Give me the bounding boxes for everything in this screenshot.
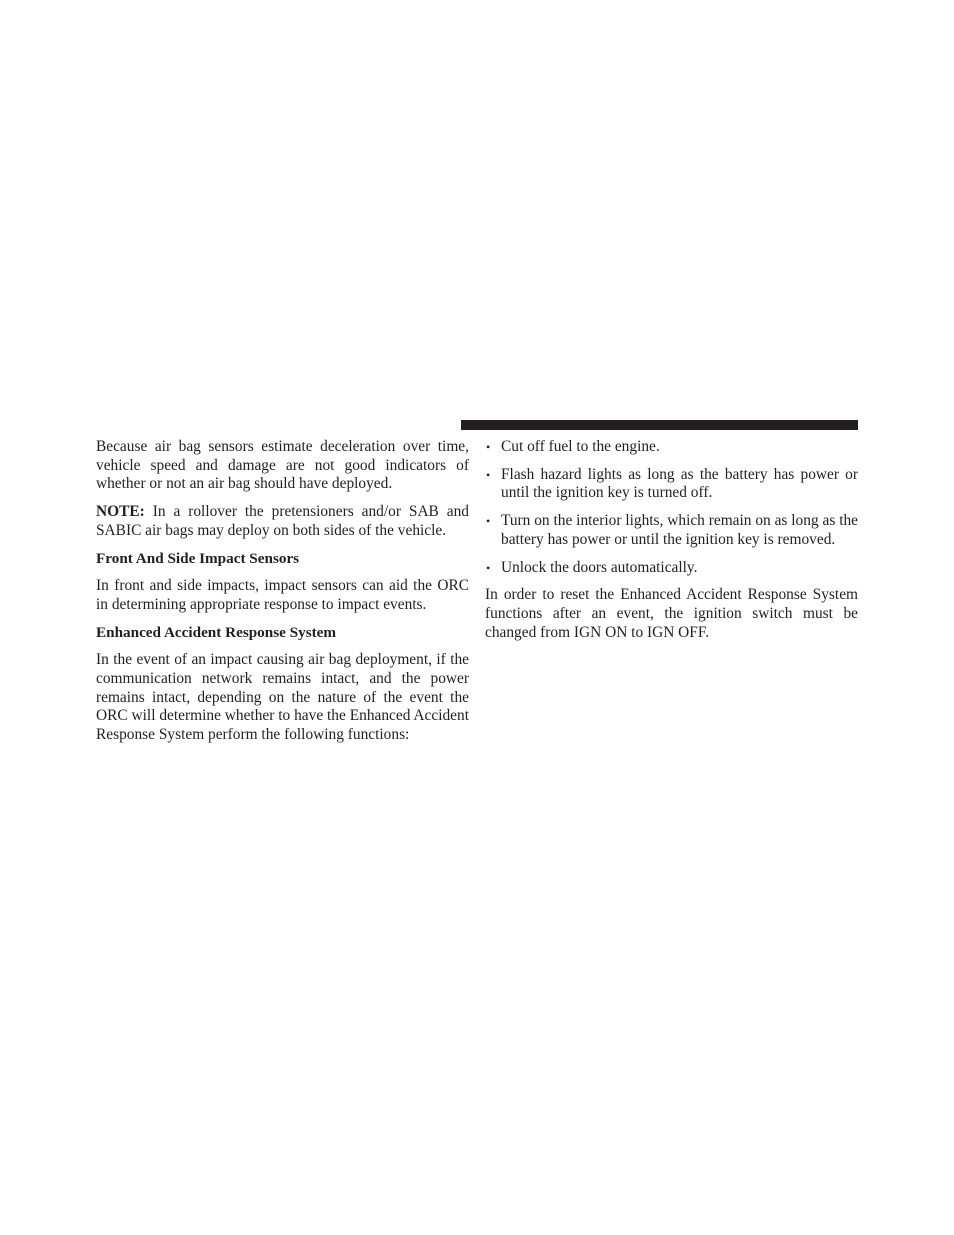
list-item-text: Cut off fuel to the engine. bbox=[501, 438, 660, 455]
note-text: In a rollover the pretensioners and/or SAB and SABIC air bags may deploy on both sides of the vehicle. bbox=[96, 503, 469, 539]
list-item-text: Flash hazard lights as long as the battery has power or until the ignition key is turned off. bbox=[501, 465, 858, 502]
section-header-bar bbox=[461, 420, 858, 430]
list-item-text: Unlock the doors automatically. bbox=[501, 558, 698, 576]
note-paragraph bbox=[96, 503, 469, 540]
functions-bullet-list bbox=[485, 438, 858, 577]
list-item bbox=[485, 438, 858, 457]
left-column bbox=[96, 438, 469, 754]
bullet-icon: • bbox=[486, 560, 491, 575]
bullet-icon: • bbox=[486, 440, 491, 454]
list-item bbox=[485, 512, 858, 549]
heading-impact-sensors: Front And Side Impact Sensors bbox=[96, 549, 300, 567]
bullet-icon: • bbox=[486, 514, 491, 529]
body-paragraph-enhanced-accident-response: In the event of an impact causing air bag deployment, if the communication network remains intact, and the power remains intact, depending on the nature of the event the ORC will determine whether to have the Enhanced Accident Response System perform the following functions: bbox=[96, 651, 469, 744]
list-item bbox=[485, 559, 858, 578]
right-column bbox=[485, 438, 858, 651]
body-paragraph-impact-sensors: In front and side impacts, impact sensors can aid the ORC in determining appropriate response to impact events. bbox=[96, 577, 469, 613]
list-item-text: Turn on the interior lights, which remain on as long as the battery has power or until the ignition key is removed. bbox=[501, 512, 858, 548]
bullet-icon: • bbox=[486, 467, 491, 482]
note-label: NOTE: bbox=[96, 503, 145, 521]
body-paragraph-reset: In order to reset the Enhanced Accident Response System functions after an event, the ignition switch must be changed from IGN ON to IGN OFF. bbox=[485, 586, 858, 641]
list-item bbox=[485, 466, 858, 503]
heading-enhanced-accident-response: Enhanced Accident Response System bbox=[96, 623, 337, 641]
body-paragraph-deceleration: Because air bag sensors estimate deceleration over time, vehicle speed and damage are not good indicators of whether or not an air bag should have deployed. bbox=[96, 438, 469, 493]
